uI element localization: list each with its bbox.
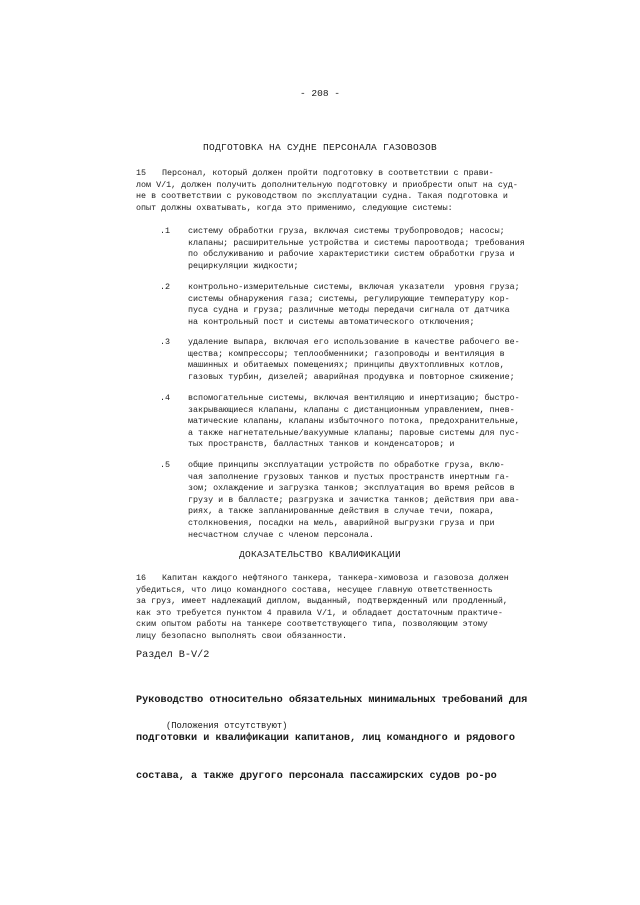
item-line: риях, а также запланированные действия в случае течи, пожара, bbox=[188, 506, 495, 517]
item-line: грузу и в балласте; разгрузка и зачистка танков; действия при ава- bbox=[188, 494, 520, 505]
item-line: а также нагнетательные/вакуумные клапаны; паровые системы для пус- bbox=[188, 427, 520, 438]
item-line: чая заполнение грузовых танков и пустых пространств инертным га- bbox=[188, 471, 510, 482]
item-line: рециркуляции жидкости; bbox=[188, 260, 299, 271]
section-title bbox=[136, 670, 527, 809]
para-15-line: не в соответствии с руководством по эксплуатации судна. Такая подготовка и bbox=[136, 191, 508, 202]
section-label: Раздел B-V/2 bbox=[136, 650, 210, 661]
para-16-line: убедиться, что лицо командного состава, несущее главную ответственность bbox=[136, 584, 493, 595]
heading-training: ПОДГОТОВКА НА СУДНЕ ПЕРСОНАЛА ГАЗОВОЗОВ bbox=[202, 142, 438, 153]
item-line: клапаны; расширительные устройства и системы пароотвода; требования bbox=[188, 237, 525, 248]
para-16-number: 16 bbox=[136, 573, 147, 583]
para-16-line: за груз, имеет надлежащий диплом, выданный, подтвержденный или продленный, bbox=[136, 596, 508, 607]
item-line: вспомогательные системы, включая вентиляцию и инертизацию; быстро- bbox=[188, 393, 520, 403]
item-line: общие принципы эксплуатации устройств по обработке груза, вклю- bbox=[188, 460, 505, 470]
item-line: пуса судна и груза; различные методы передачи сигнала от датчика bbox=[188, 305, 510, 316]
provisions-note: (Положения отсутствуют) bbox=[166, 721, 288, 731]
heading-proof-of-qualification: ДОКАЗАТЕЛЬСТВО КВАЛИФИКАЦИИ bbox=[238, 549, 402, 560]
item-line: машинных и обитаемых помещениях; принципы двухтопливных котлов, bbox=[188, 360, 505, 371]
para-15-line: лом V/1, должен получить дополнительную подготовку и приобрести опыт на суд- bbox=[136, 179, 518, 190]
item-number: .3 bbox=[160, 337, 171, 347]
item-line: по обслуживанию и рабочие характеристики систем обработки груза и bbox=[188, 249, 515, 260]
item-number: .4 bbox=[160, 393, 171, 403]
item-line: удаление выпара, включая его использование в качестве рабочего ве- bbox=[188, 337, 520, 347]
para-16-line: лицу безопасно выполнять свои обязанности. bbox=[136, 631, 348, 641]
section-title-line: подготовки и квалификации капитанов, лиц командного и рядового bbox=[136, 732, 516, 744]
item-line: контрольно-измерительные системы, включая указатели уровня груза; bbox=[188, 282, 520, 292]
para-15-line: опыт должны охватывать, когда это применимо, следующие системы: bbox=[136, 202, 453, 213]
item-line: щества; компрессоры; теплообменники; газопроводы и вентиляция в bbox=[188, 348, 505, 359]
para-16-line: ским опытом работы на танкере соответствующего типа, позволяющим этому bbox=[136, 619, 488, 630]
page-number: - 208 - bbox=[300, 88, 340, 99]
item-line: системы обнаружения газа; системы, регулирующие температуру кор- bbox=[188, 293, 510, 304]
item-line: матические клапаны, клапаны избыточного потока, предохранительные, bbox=[188, 416, 520, 427]
item-line: тых пространств, балластных танков и конденсаторов; и bbox=[188, 439, 455, 450]
item-line: на контрольный пост и системы автоматического отключения; bbox=[188, 316, 475, 327]
para-15-number: 15 bbox=[136, 168, 147, 178]
item-line: систему обработки груза, включая системы трубопроводов; насосы; bbox=[188, 226, 505, 236]
item-line: газовых турбин, дизелей; аварийная продувка и повторное сжижение; bbox=[188, 371, 515, 382]
item-number: .5 bbox=[160, 460, 171, 470]
para-15-line: Персонал, который должен пройти подготовку в соответствии с прави- bbox=[162, 168, 494, 178]
item-line: столкновения, посадки на мель, аварийной выгрузки груза и при bbox=[188, 518, 495, 528]
section-title-line: Руководство относительно обязательных минимальных требований для bbox=[136, 695, 528, 707]
item-line: закрывающиеся клапаны, клапаны с дистанционным управлением, пнев- bbox=[188, 404, 515, 415]
item-number: .1 bbox=[160, 226, 171, 236]
item-line: зом; охлаждение и загрузка танков; эксплуатация во время рейсов в bbox=[188, 483, 515, 494]
item-number: .2 bbox=[160, 282, 171, 292]
para-16-line: как это требуется пунктом 4 правила V/1, и обладает достаточным практиче- bbox=[136, 607, 503, 618]
para-16-line: Капитан каждого нефтяного танкера, танкера-химовоза и газовоза должен bbox=[162, 573, 509, 583]
item-line: несчастном случае с членом персонала. bbox=[188, 529, 374, 540]
section-title-line: состава, а также другого персонала пассажирских судов ро-ро bbox=[136, 770, 497, 782]
